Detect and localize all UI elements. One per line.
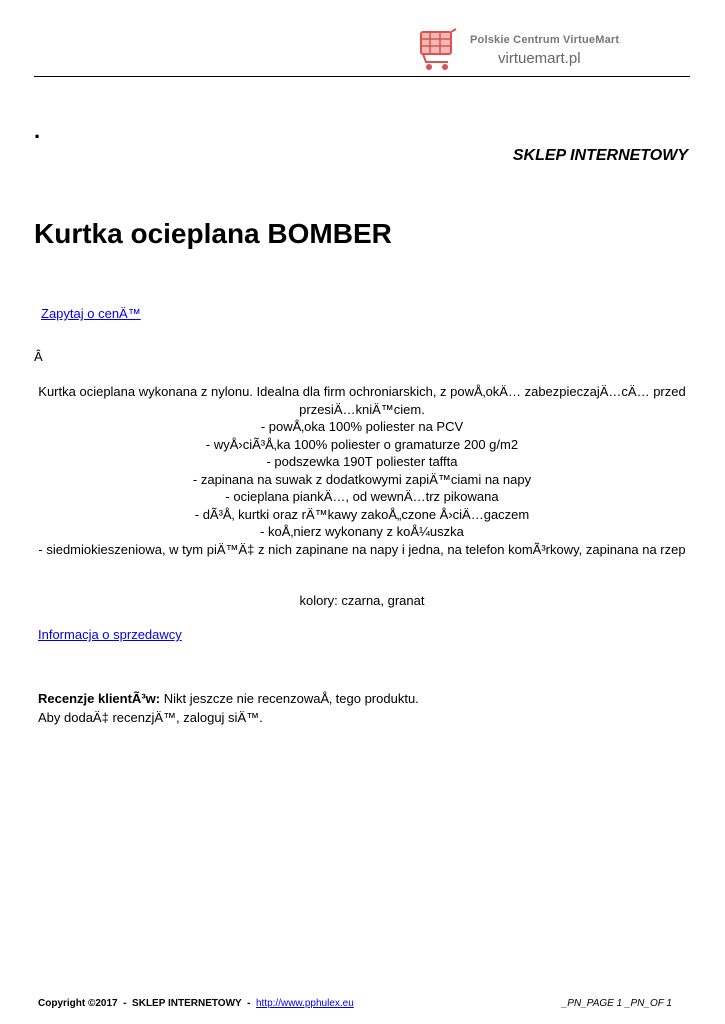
- description-line: - wyÅ›ciÃ³Å‚ka 100% poliester o gramaturze 200 g/m2: [205, 436, 519, 452]
- description-line: Kurtka ocieplana wykonana z nylonu. Idealna dla firm ochroniarskich, z powÅ‚okÄ… zabezpieczajÄ…cÄ… przed przesiÄ…kniÄ™ciem.: [38, 384, 686, 417]
- shopping-cart-icon: [418, 28, 458, 72]
- reviews-text: Nikt jeszcze nie recenzowaÅ‚ tego produktu.: [160, 691, 419, 706]
- reviews-section: [38, 689, 419, 727]
- product-title: Kurtka ocieplana BOMBER: [34, 218, 392, 249]
- seller-info-link[interactable]: Informacja o sprzedawcy: [38, 627, 182, 642]
- product-description: [36, 383, 688, 558]
- description-line: - siedmiokieszeniowa, w tym piÄ™Ä‡ z nich zapinane na napy i jedna, na telefon komÃ³rkowy, zapinana na rzep: [38, 541, 686, 557]
- reviews-login-prompt: Aby dodaÄ‡ recenzjÄ™, zaloguj siÄ™.: [38, 710, 263, 725]
- description-line: - dÃ³Å‚ kurtki oraz rÄ™kawy zakoÅ„czone Å›ciÄ…gaczem: [194, 506, 530, 522]
- description-line: - powÅ‚oka 100% poliester na PCV: [260, 419, 464, 434]
- logo-domain: virtuemart.pl: [498, 50, 581, 67]
- reviews-label: Recenzje klientÃ³w:: [38, 691, 161, 706]
- description-line: - ocieplana piankÄ…, od wewnÄ…trz pikowana: [225, 489, 499, 504]
- description-line: - koÅ‚nierz wykonany z koÅ¼uszka: [260, 524, 464, 539]
- page-footer: [38, 998, 672, 1009]
- ask-price-link[interactable]: Zapytaj o cenÄ™: [41, 306, 141, 321]
- bullet-dot: .: [34, 118, 41, 143]
- shop-name: SKLEP INTERNETOWY: [512, 147, 688, 164]
- description-line: - zapinana na suwak z dodatkowymi zapiÄ™ciami na napy: [192, 471, 532, 487]
- product-colors: kolory: czarna, granat: [299, 593, 425, 608]
- virtuemart-logo: [418, 26, 638, 76]
- footer-url-link[interactable]: http://www.pphulex.eu: [255, 998, 354, 1009]
- logo-title: Polskie Centrum VirtueMart: [470, 34, 620, 46]
- description-line: - podszewka 190T poliester taffta: [266, 454, 458, 469]
- stray-character: Â: [34, 349, 43, 364]
- footer-page-info: _PN_PAGE 1 _PN_OF 1: [561, 998, 672, 1009]
- footer-copyright: Copyright ©2017 - SKLEP INTERNETOWY -: [38, 998, 256, 1009]
- header-divider: [34, 76, 690, 77]
